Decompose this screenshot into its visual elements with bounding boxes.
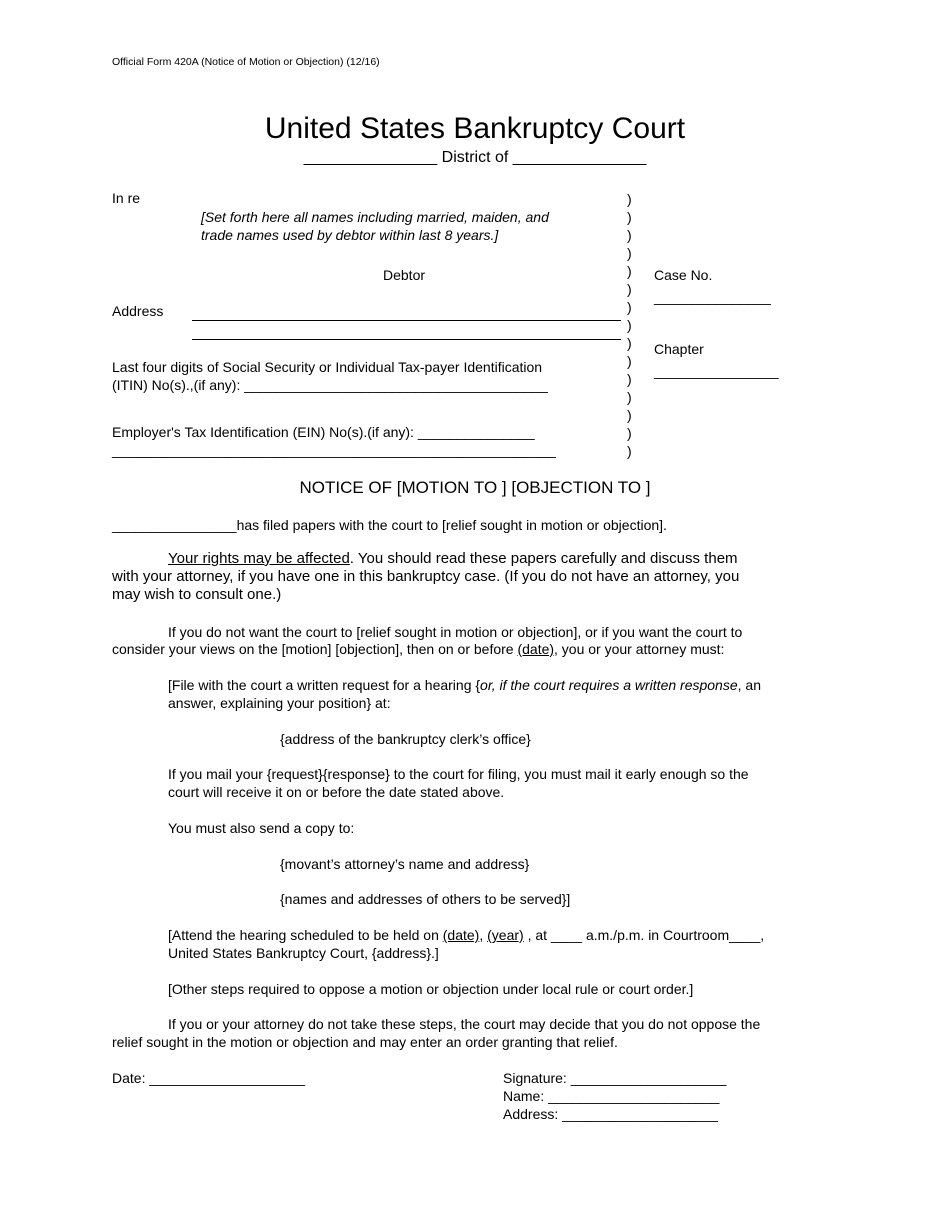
caption-paren: ) [627,191,632,207]
caption-paren: ) [627,299,632,315]
movant-blank[interactable]: ________________ [112,517,237,533]
date-field[interactable]: Date: ____________________ [112,1070,306,1086]
notice-title: NOTICE OF [MOTION TO ] [OBJECTION TO ] [299,478,651,497]
form-id: Official Form 420A (Notice of Motion or Objection) (12/16) [112,56,380,68]
final-line-1: If you or your attorney do not take these steps, the court may decide that you do not oppose the [168,1016,761,1032]
file-line-1 [168,676,761,694]
ein-line-2: _________________________________________________________ [112,442,556,458]
attend-year: (year) [487,927,524,943]
signature-field[interactable]: Signature: ____________________ [503,1070,727,1086]
district-line: _______________ District of _______________ [303,149,647,166]
rights-warning: Your rights may be affected [168,550,350,567]
address-label: Address [112,303,164,319]
caption-paren: ) [627,389,632,405]
copy-line: You must also send a copy to: [168,820,355,836]
ifnot-line-1: If you do not want the court to [relief sought in motion or objection], or if you want the court to [168,624,743,640]
other-steps: [Other steps required to oppose a motion or objection under local rule or court order.] [168,981,694,997]
attend-date: (date) [442,927,480,943]
file-text-b: , an [737,677,761,693]
filed-text: has filed papers with the court to [relief sought in motion or objection]. [236,517,667,533]
caption-paren: ) [627,407,632,423]
caption-paren: ) [627,371,632,387]
caption-paren: ) [627,317,632,333]
file-text-italic: or, if the court requires a written response [480,677,738,693]
ifnot-date: (date) [517,641,555,657]
chapter-field[interactable]: ________________ [654,363,779,379]
movant-address: {movant’s attorney’s name and address} [280,856,530,872]
caption-paren: ) [627,443,632,459]
caption-paren: ) [627,263,632,279]
court-title: United States Bankruptcy Court [264,112,686,145]
rights-text-1: . You should read these papers carefully and discuss them [349,550,738,567]
attend-sep: , [479,927,488,943]
ssn-line-1: Last four digits of Social Security or Individual Tax-payer Identification [112,359,543,375]
mail-line-1: If you mail your {request}{response} to the court for filing, you must mail it early enough so the [168,766,749,782]
case-no-field[interactable]: _______________ [654,289,771,305]
clerk-address: {address of the bankruptcy clerk’s office} [280,731,531,747]
case-no-label: Case No. [654,267,713,283]
filed-line [112,516,667,534]
ifnot-line-2 [112,640,724,658]
rights-line-1 [168,550,738,568]
debtor-label: Debtor [383,267,426,283]
caption-paren: ) [627,209,632,225]
rights-line-2: with your attorney, if you have one in this bankruptcy case. (If you do not have an attorney, you [112,568,740,585]
file-text-a: [File with the court a written request for a hearing { [168,677,481,693]
caption-paren: ) [627,281,632,297]
caption-paren: ) [627,227,632,243]
file-line-2: answer, explaining your position} at: [168,695,391,711]
caption-paren: ) [627,425,632,441]
ein-line-1: Employer's Tax Identification (EIN) No(s).(if any): _______________ [112,424,535,440]
final-line-2: relief sought in the motion or objection and may enter an order granting that relief. [112,1034,618,1050]
ssn-line-2: (ITIN) No(s).,(if any): _______________________________________ [112,377,548,393]
caption-paren: ) [627,335,632,351]
in-re-label: In re [112,190,141,206]
caption-paren: ) [627,245,632,261]
names-instruction-2: trade names used by debtor within last 8 years.] [201,227,499,243]
attend-line-1 [168,926,764,944]
mail-line-2: court will receive it on or before the date stated above. [168,784,505,800]
name-field[interactable]: Name: ______________________ [503,1088,720,1104]
attend-text-a: [Attend the hearing scheduled to be held on [168,927,443,943]
others-served: {names and addresses of others to be served}] [280,891,571,907]
chapter-label: Chapter [654,341,704,357]
address-line-2[interactable] [192,339,621,340]
address-field[interactable]: Address: ____________________ [503,1106,718,1122]
attend-text-b: , at ____ a.m./p.m. in Courtroom____, [523,927,765,943]
caption-paren: ) [627,353,632,369]
attend-line-2: United States Bankruptcy Court, {address}.] [168,945,439,961]
names-instruction-1: [Set forth here all names including married, maiden, and [201,209,549,225]
rights-line-3: may wish to consult one.) [112,586,282,603]
ifnot-text-b: , you or your attorney must: [554,641,725,657]
ifnot-text-a: consider your views on the [motion] [objection], then on or before [112,641,518,657]
address-line-1[interactable] [192,320,621,321]
